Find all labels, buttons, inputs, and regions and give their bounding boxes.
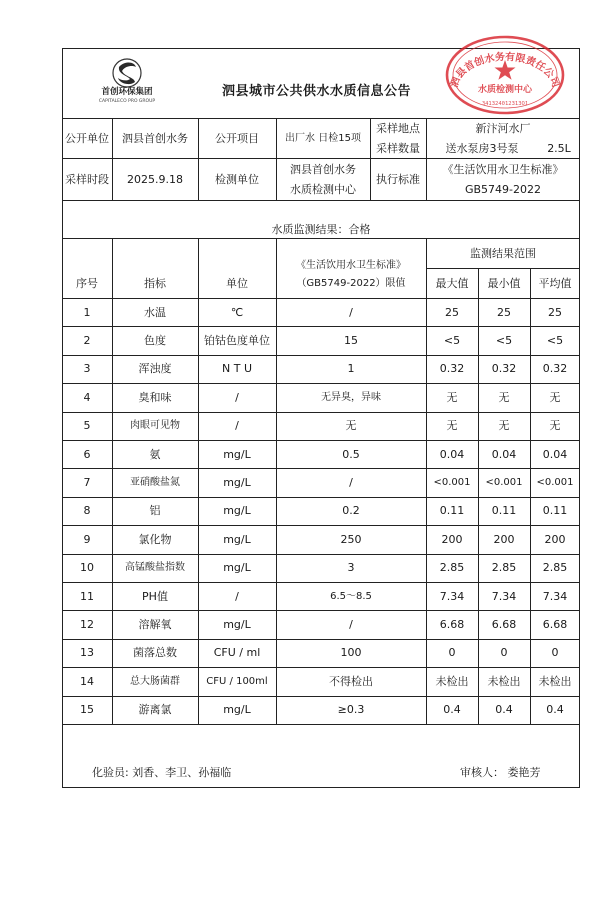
header-max: 最大值 [435, 276, 469, 290]
cell-avg: 0.11 [542, 504, 568, 518]
cell-unit: CFU / 100ml [206, 675, 268, 687]
cell-min: 7.34 [491, 589, 517, 603]
cell-min: <5 [495, 334, 513, 348]
count-value: 2.5L [547, 141, 571, 155]
result-summary: 水质监测结果：合格 [271, 223, 371, 236]
cell-avg: 2.85 [542, 561, 568, 575]
cell-avg: <0.001 [536, 477, 574, 489]
cell-indicator: 高锰酸盐指数 [125, 562, 185, 574]
unit-label: 公开单位 [65, 131, 109, 145]
cell-max: 200 [441, 532, 463, 546]
inspectors-line: 化验员: 刘香、李卫、孙福临 [92, 766, 232, 779]
cell-max: 无 [446, 419, 458, 433]
header-limit-line1: 《生活饮用水卫生标准》 [296, 259, 406, 271]
cell-no: 12 [80, 618, 94, 632]
cell-unit: ℃ [230, 305, 244, 319]
svg-text:水质检测中心: 水质检测中心 [477, 85, 533, 95]
cell-no: 13 [80, 646, 94, 660]
seal-mark [447, 37, 563, 113]
std-label: 执行标准 [376, 172, 420, 186]
site-value-line1: 新汴河水厂 [475, 121, 531, 135]
cell-unit: 铂钴色度单位 [204, 334, 270, 348]
header-indicator: 指标 [144, 276, 166, 290]
cell-no: 14 [80, 674, 94, 688]
site-label: 采样地点 [376, 121, 420, 135]
cell-indicator: 溶解氧 [138, 618, 172, 632]
cell-unit: mg/L [223, 703, 251, 717]
cell-unit: mg/L [223, 561, 251, 575]
cell-min: 0.32 [491, 362, 517, 376]
cell-unit: mg/L [223, 476, 251, 490]
cell-unit: / [235, 419, 239, 433]
cell-min: 无 [498, 419, 510, 433]
cell-no: 3 [83, 362, 91, 376]
cell-max: 0.4 [443, 703, 461, 717]
cell-indicator: 臭和味 [138, 390, 172, 404]
cell-min: 0 [500, 646, 508, 660]
cell-limit: 1 [347, 362, 355, 376]
cell-avg: 0 [551, 646, 559, 660]
svg-text:341324012313O1: 341324012313O1 [481, 101, 529, 107]
cell-min: 25 [497, 305, 511, 319]
cell-max: 0 [448, 646, 456, 660]
cell-avg: 0.32 [542, 362, 568, 376]
reviewer-line: 审核人： 娄艳芳 [460, 766, 541, 779]
logo-emblem-icon [113, 59, 141, 87]
cell-no: 9 [83, 532, 91, 546]
cell-avg: <5 [546, 334, 564, 348]
header-avg: 平均值 [538, 276, 572, 290]
cell-min: 未检出 [487, 674, 521, 688]
cell-no: 10 [80, 561, 94, 575]
page-title: 泗县城市公共供水水质信息公告 [222, 84, 412, 99]
cell-no: 1 [83, 305, 91, 319]
cell-limit: 0.2 [342, 504, 360, 518]
cell-indicator: 水温 [144, 305, 166, 319]
header-min: 最小值 [487, 276, 521, 290]
logo-cn-text: 首创环保集团 [101, 87, 153, 97]
cell-max: 0.32 [439, 362, 465, 376]
cell-no: 6 [83, 447, 91, 461]
cell-max: 25 [445, 305, 459, 319]
cell-limit: / [349, 618, 353, 632]
dept-label: 检测单位 [215, 172, 259, 186]
cell-max: 无 [446, 390, 458, 404]
cell-no: 4 [83, 390, 91, 404]
cell-max: <0.001 [433, 477, 471, 489]
cell-indicator: 亚硝酸盐氮 [130, 477, 180, 489]
cell-min: 200 [493, 532, 515, 546]
cell-min: <0.001 [485, 477, 523, 489]
cell-limit: 15 [344, 334, 358, 348]
time-label: 采样时段 [65, 172, 109, 186]
cell-limit: 不得检出 [329, 674, 373, 688]
cell-avg: 7.34 [542, 589, 568, 603]
cell-indicator: 铝 [149, 504, 161, 518]
count-label: 采样数量 [376, 141, 420, 155]
cell-limit: 3 [347, 561, 355, 575]
cell-no: 5 [83, 419, 91, 433]
cell-unit: / [235, 589, 239, 603]
cell-indicator: 游离氯 [138, 703, 172, 717]
cell-limit: 无异臭，异味 [321, 391, 381, 403]
cell-limit: / [349, 305, 353, 319]
item-label: 公开项目 [215, 131, 259, 145]
cell-indicator: PH值 [142, 589, 168, 603]
cell-no: 2 [83, 334, 91, 348]
cell-max: 2.85 [439, 561, 465, 575]
cell-no: 11 [80, 589, 94, 603]
cell-avg: 0.04 [542, 447, 568, 461]
cell-limit: 0.5 [342, 447, 360, 461]
cell-max: 7.34 [439, 589, 465, 603]
header-unit: 单位 [226, 276, 248, 290]
cell-no: 7 [83, 476, 91, 490]
header-range: 监测结果范围 [470, 246, 536, 260]
cell-avg: 无 [549, 390, 561, 404]
logo-en-text: CAPITALECO PRO GROUP [98, 99, 156, 104]
cell-indicator: 氨 [149, 447, 161, 461]
cell-limit: 250 [340, 532, 362, 546]
cell-indicator: 总大肠菌群 [130, 675, 180, 687]
cell-indicator: 菌落总数 [133, 646, 177, 660]
cell-unit: CFU / ml [213, 646, 261, 660]
cell-avg: 200 [544, 532, 566, 546]
cell-min: 无 [498, 390, 510, 404]
cell-unit: mg/L [223, 618, 251, 632]
cell-min: 6.68 [491, 618, 517, 632]
unit-value: 泗县首创水务 [122, 131, 188, 145]
cell-min: 2.85 [491, 561, 517, 575]
site-value-line2: 送水泵房3号泵 [445, 141, 519, 155]
cell-limit: 6.5～8.5 [330, 590, 372, 602]
cell-min: 0.11 [491, 504, 517, 518]
cell-no: 15 [80, 703, 94, 717]
dept-value-line2: 水质检测中心 [290, 182, 356, 196]
official-seal [440, 32, 570, 118]
cell-unit: / [235, 390, 239, 404]
item-value: 出厂水 日检15项 [285, 132, 361, 144]
cell-max: 6.68 [439, 618, 465, 632]
cell-max: <5 [443, 334, 461, 348]
cell-min: 0.04 [491, 447, 517, 461]
cell-indicator: 氯化物 [138, 532, 172, 546]
cell-limit: ≥0.3 [337, 703, 365, 717]
cell-max: 未检出 [435, 674, 469, 688]
cell-no: 8 [83, 504, 91, 518]
svg-text:泗县首创水务有限责任公司: 泗县首创水务有限责任公司 [449, 51, 561, 90]
company-logo [62, 55, 192, 105]
std-value-line1: 《生活饮用水卫生标准》 [442, 162, 564, 176]
cell-indicator: 色度 [144, 334, 166, 348]
cell-limit: 无 [345, 419, 357, 433]
cell-avg: 6.68 [542, 618, 568, 632]
dept-value-line1: 泗县首创水务 [290, 162, 356, 176]
time-value: 2025.9.18 [127, 172, 183, 186]
header-limit-line2: （GB5749-2022）限值 [296, 277, 406, 289]
header-no: 序号 [76, 276, 98, 290]
cell-max: 0.04 [439, 447, 465, 461]
cell-avg: 0.4 [546, 703, 564, 717]
cell-min: 0.4 [495, 703, 513, 717]
cell-unit: mg/L [223, 504, 251, 518]
cell-avg: 25 [548, 305, 562, 319]
cell-unit: N T U [222, 362, 252, 376]
cell-avg: 无 [549, 419, 561, 433]
std-value-line2: GB5749-2022 [464, 182, 542, 196]
cell-unit: mg/L [223, 532, 251, 546]
cell-indicator: 肉眼可见物 [130, 420, 180, 432]
cell-max: 0.11 [439, 504, 465, 518]
cell-limit: / [349, 476, 353, 490]
cell-indicator: 浑浊度 [138, 362, 172, 376]
cell-limit: 100 [340, 646, 362, 660]
cell-unit: mg/L [223, 447, 251, 461]
cell-avg: 未检出 [538, 674, 572, 688]
